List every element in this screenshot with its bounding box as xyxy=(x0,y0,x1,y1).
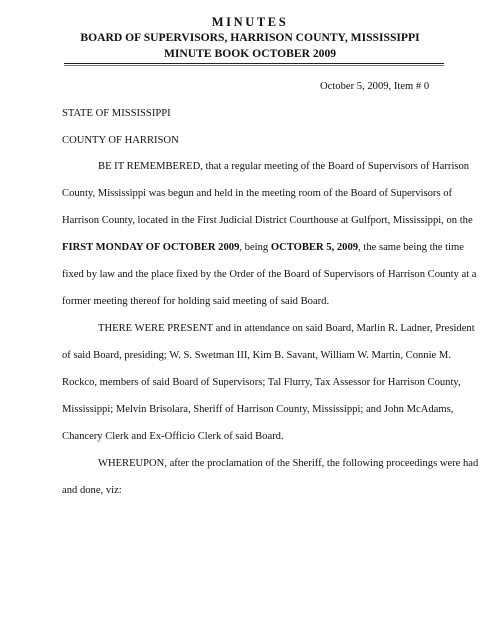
header-rule xyxy=(64,63,444,64)
paragraph1-line4 xyxy=(62,243,464,254)
paragraph1-line4-mid: , being xyxy=(239,242,271,253)
paragraph3-line2: and done, viz: xyxy=(62,485,122,496)
paragraph2-line4: Mississippi; Melvin Brisolara, Sheriff of Harrison County, Mississippi; and John McAdams, xyxy=(62,404,454,415)
paragraph1-line1: BE IT REMEMBERED, that a regular meeting of the Board of Supervisors of Harrison xyxy=(98,161,470,172)
paragraph1-line3: Harrison County, located in the First Judicial District Courthouse at Gulfport, Mississippi, on the xyxy=(62,215,473,226)
minutes-title: MINUTES xyxy=(211,15,289,29)
paragraph1-line4-end: , the same being the time xyxy=(358,242,464,253)
county-line: COUNTY OF HARRISON xyxy=(62,135,179,146)
paragraph2-line5: Chancery Clerk and Ex-Officio Clerk of said Board. xyxy=(62,431,284,442)
paragraph1-line2: County, Mississippi was begun and held in the meeting room of the Board of Supervisors of xyxy=(62,188,453,199)
paragraph2-line1: THERE WERE PRESENT and in attendance on said Board, Marlin R. Ladner, President xyxy=(98,323,475,334)
date-item-line: October 5, 2009, Item # 0 xyxy=(320,81,430,92)
paragraph3-line1: WHEREUPON, after the proclamation of the Sheriff, the following proceedings were had xyxy=(98,458,479,469)
paragraph1-line5: fixed by law and the place fixed by the Order of the Board of Supervisors of Harrison County at a xyxy=(62,269,477,280)
header-rule-secondary xyxy=(64,65,444,66)
board-heading: BOARD OF SUPERVISORS, HARRISON COUNTY, MISSISSIPPI xyxy=(80,31,420,44)
paragraph1-line6: former meeting thereof for holding said meeting of said Board. xyxy=(62,296,330,307)
minute-book-heading: MINUTE BOOK OCTOBER 2009 xyxy=(163,47,337,60)
paragraph2-line2: of said Board, presiding; W. S. Swetman III, Kim B. Savant, William W. Martin, Connie M. xyxy=(62,350,451,361)
first-monday-bold: FIRST MONDAY OF OCTOBER 2009 xyxy=(62,242,240,253)
state-line: STATE OF MISSISSIPPI xyxy=(62,108,171,119)
meeting-date-bold: OCTOBER 5, 2009 xyxy=(270,242,359,253)
paragraph2-line3: Rockco, members of said Board of Supervisors; Tal Flurry, Tax Assessor for Harrison County, xyxy=(62,377,461,388)
